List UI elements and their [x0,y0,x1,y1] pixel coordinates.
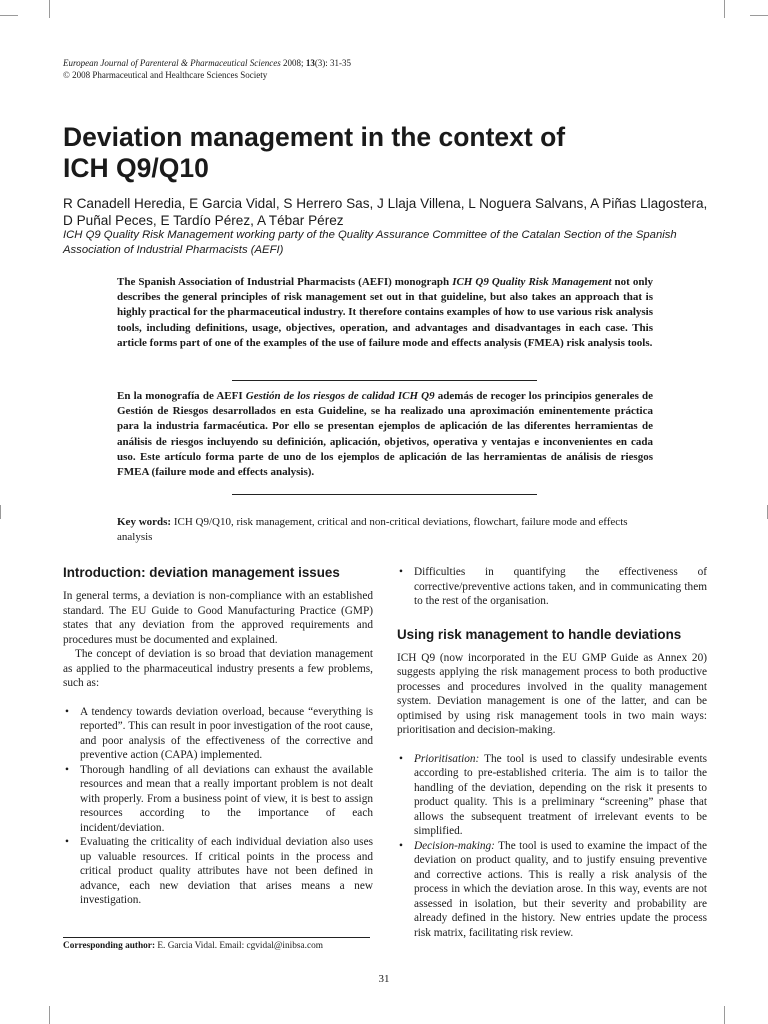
affiliation: ICH Q9 Quality Risk Management working party of the Quality Assurance Committee of the Catalan Section of the Spanish Association of Industrial Pharmacists (AEFI) [63,229,677,256]
list-item-text: The tool is used to classify undesirable events according to pre-established criteria. The aim is to tailor the handling of the deviation, depending on the risk it presents to product quality. This is a preliminary “screening” phase that allows the subsequent treatment of irrelevant events to be simplified. [414,752,707,837]
journal-line [63,57,351,69]
intro-paragraph: The concept of deviation is so broad that deviation management as applied to the pharmaceutical industry presents a few problems, such as: [63,648,373,689]
list-item [63,705,373,763]
keywords-text: ICH Q9/Q10, risk management, critical and non-critical deviations, flowchart, failure mode and effects analysis [117,516,628,543]
crop-mark [724,1006,725,1024]
section-heading-introduction: Introduction: deviation management issues [63,565,340,580]
list-item-text: Thorough handling of all deviations can exhaust the available resources and mean that a really important problem is not dealt with properly. From a business point of view, it is best to assign resources according to the importance of each incident/deviation. [80,763,373,834]
bullet-icon: • [65,836,69,848]
abstract-en-text-1: The Spanish Association of Industrial Pharmacists (AEFI) monograph [117,276,453,288]
keywords [117,515,657,544]
journal-volume: 13 [305,58,315,68]
corresponding-author [63,940,323,952]
page-number: 31 [378,973,390,985]
abstract-english [117,275,653,351]
footnote-rule [63,937,370,938]
bullet-icon: • [399,752,403,765]
journal-pages: (3): 31-35 [314,58,352,68]
list-item-term: Decision-making: [414,839,495,852]
corresponding-author-label: Corresponding author: [63,941,156,951]
abstract-en-text-2: not only describes the general principles of risk management set out in that guideline, but also takes an approach that is highly practical for the pharmaceutical industry. It therefore contains examples of how to use various risk analysis tools, including definitions, usage, objectives, operation, and advantages and disadvantages in each case. This article forms part of one of the examples of the use of failure mode and effects analysis (FMEA) risk analysis tools. [117,276,654,349]
right-column [397,565,707,940]
bullet-icon: • [65,763,69,776]
journal-year: 2008; [280,58,306,68]
crop-mark [0,15,18,16]
problem-list-continued [397,565,707,609]
list-item [63,763,373,836]
crop-mark [49,0,50,18]
crop-mark [49,1006,50,1024]
crop-mark [0,505,1,519]
list-item-text: The tool is used to examine the impact of the deviation on product quality, and to justify ensuing preventive and corrective actions. This is really a risk analysis of the process in which the deviation arose. In this way, events are not assessed in isolation, but their severity and probability are already defined in the history. New entries update the process risk matrix, facilitating risk review. [414,839,707,939]
list-item-text: Evaluating the criticality of each individual deviation also uses up valuable resources. If critical points in the process and critical product quality attributes have not been defined in advance, each new deviation that arises means a new investigation. [80,836,373,906]
keywords-label: Key words: [117,516,172,528]
bullet-icon: • [399,839,403,852]
author-list: R Canadell Heredia, E Garcia Vidal, S Herrero Sas, J Llaja Villena, L Noguera Salvans, A Piñas Llagostera, D Puñal Peces, E Tardío Pérez, A Tébar Pérez [63,196,708,228]
list-item [397,565,707,609]
abstract-es-text-2: además de recoger los principios generales de Gestión de Riesgos desarrollados en esta Guideline, se ha realizado una aproximación eminentemente práctica para la industria farmacéutica. Por ello se presentan ejemplos de aplicación de las diferentes herramientas de análisis de riesgos incluyendo su definición, aplicación, objetivos, operativa y ventajas e inconvenientes en cada uso. Este artículo forma parte de uno de los ejemplos de aplicación de las herramientas de análisis de riesgos FMEA (failure mode and effects analysis). [117,390,653,479]
bullet-icon: • [399,566,403,578]
crop-mark [750,15,768,16]
list-item [397,752,707,839]
problem-list [63,705,373,908]
divider-rule [232,494,537,495]
list-item-text: A tendency towards deviation overload, because “everything is reported”. This can result in poor investigation of the root cause, and poor analysis of the effectiveness of the corrective and preventive action (CAPA) implemented. [80,705,373,761]
list-item [63,835,373,908]
corresponding-author-text: E. Garcia Vidal. Email: cgvidal@inibsa.com [155,941,323,951]
left-column [63,565,373,908]
risk-paragraph: ICH Q9 (now incorporated in the EU GMP Guide as Annex 20) suggests applying the risk management process to both productive processes and procedures involved in the quality management system. Deviation management is one of the latter, and can be optimised by using risk management tools in two main ways: prioritisation and decision-making. [397,651,707,736]
abstract-spanish [117,389,653,480]
usage-list [397,752,707,941]
journal-name: European Journal of Parenteral & Pharmaceutical Sciences [63,58,281,68]
section-heading-risk-management: Using risk management to handle deviations [397,626,682,642]
intro-paragraph: In general terms, a deviation is non-compliance with an established standard. The EU Guide to Good Manufacturing Practice (GMP) states that any deviation from the approved requirements and procedures must be documented and explained. [63,590,373,646]
list-item-text: Difficulties in quantifying the effectiveness of corrective/preventive actions taken, and in communicating them to the rest of the organisation. [414,566,707,607]
bullet-icon: • [65,705,69,718]
crop-mark [724,0,725,18]
journal-citation [63,57,351,81]
article-title: Deviation management in the context of ICH Q9/Q10 [63,122,566,183]
list-item-term: Prioritisation: [414,752,480,765]
copyright-line: © 2008 Pharmaceutical and Healthcare Sciences Society [63,70,268,80]
abstract-es-monograph-title: Gestión de los riesgos de calidad ICH Q9 [245,390,435,402]
divider-rule [232,380,537,381]
list-item [397,839,707,941]
abstract-es-text-1: En la monografía de AEFI [117,390,246,402]
abstract-en-monograph-title: ICH Q9 Quality Risk Management [452,276,612,288]
